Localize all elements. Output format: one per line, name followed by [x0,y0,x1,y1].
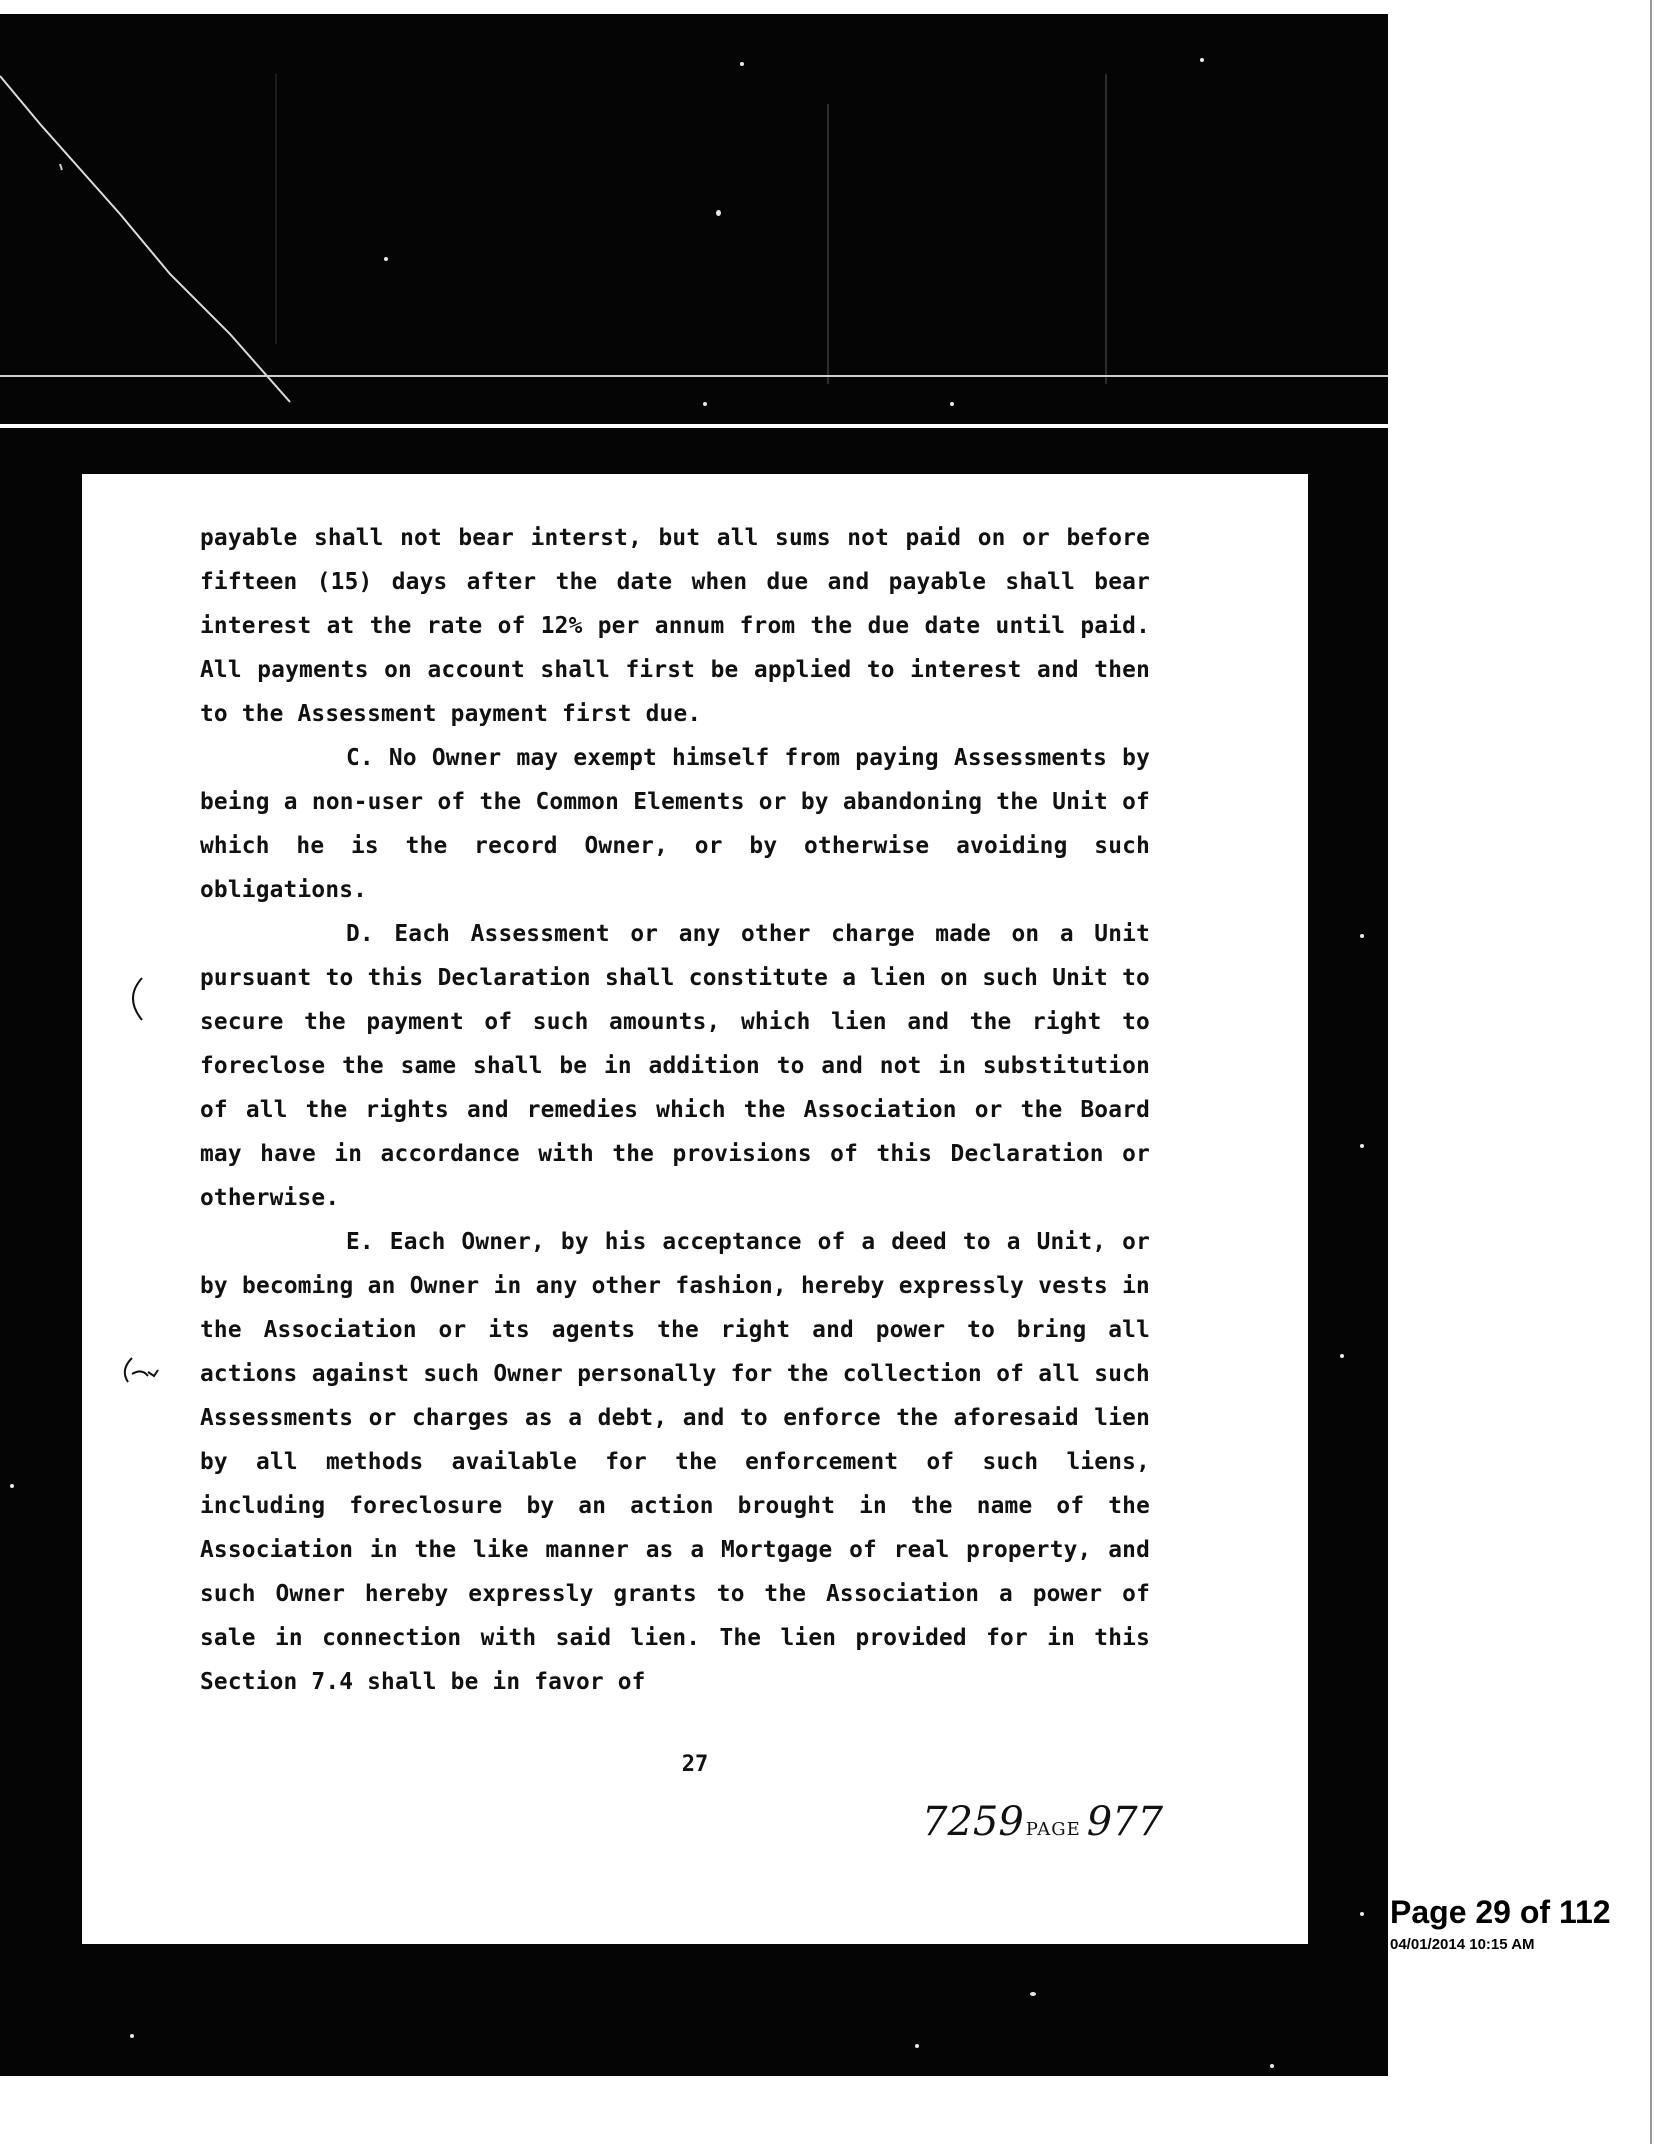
page-edge-line [1650,0,1652,2144]
paragraph: D. Each Assessment or any other charge made on a Unit pursuant to this Declaration shall constitute a lien on such Unit to secure the payment of such amounts, which lien and the right to foreclose the same shall be in addition to and not in substitution of all the rights and remedies which the Association or the Board may have in accordance with the provisions of this Declaration or otherwise. [200,921,1150,1211]
scanned-page-background [0,14,1388,2076]
book-page-label: PAGE [1025,1819,1081,1840]
margin-bracket-mark [120,974,150,1024]
margin-handwritten-mark [118,1352,168,1392]
recording-timestamp: 04/01/2014 10:15 AM [1390,1936,1535,1953]
book-page-reference [922,1799,1163,1845]
page-number: 27 [681,1752,709,1777]
document-page [82,474,1308,1944]
document-body [200,516,1150,1704]
book-page-number: 977 [1086,1799,1164,1845]
paragraph: E. Each Owner, by his acceptance of a deed to a Unit, or by becoming an Owner in any other fashion, hereby expressly vests in the Association or its agents the right and power to bring all actions against such Owner personally for the collection of all such Assessments or charges as a debt, and to enforce the aforesaid lien by all methods available for the enforcement of such liens, including foreclosure by an action brought in the name of the Association in the like manner as a Mortgage of real property, and such Owner hereby expressly grants to the Association a power of sale in connection with said lien. The lien provided for in this Section 7.4 shall be in favor of [200,1229,1150,1695]
paragraph: payable shall not bear interst, but all sums not paid on or before fifteen (15) days after the date when due and payable shall bear interest at the rate of 12% per annum from the due date until paid. All payments on account shall first be applied to interest and then to the Assessment payment first due. [200,525,1150,727]
book-number: 7259 [922,1799,1024,1845]
paragraph: C. No Owner may exempt himself from paying Assessments by being a non-user of the Common Elements or by abandoning the Unit of which he is the record Owner, or by otherwise avoiding such obligations. [200,745,1150,903]
scan-artifact-top [0,14,1388,434]
page-counter: Page 29 of 112 [1390,1894,1611,1930]
